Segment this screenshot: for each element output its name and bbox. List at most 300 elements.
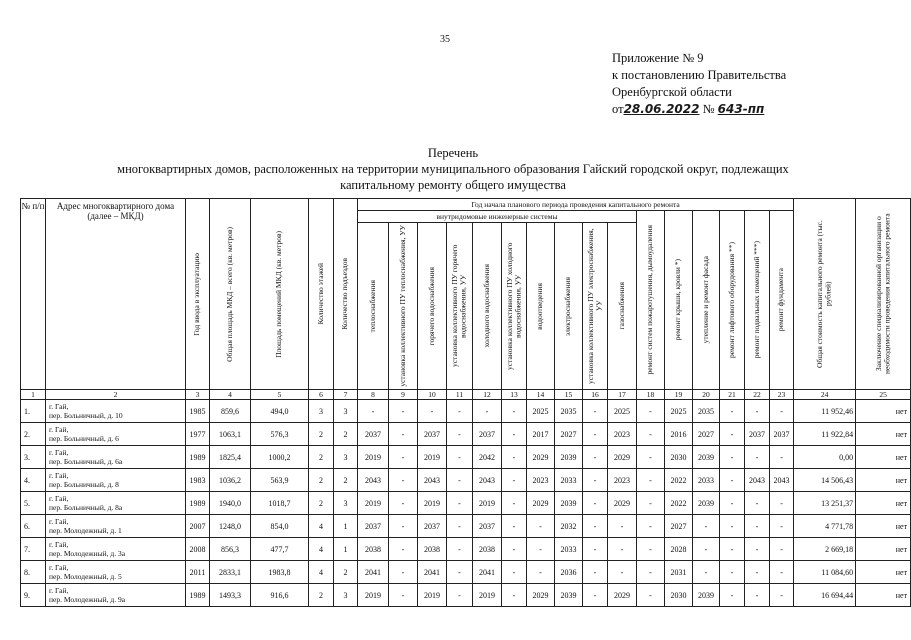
header-electric-text: электроснабжения bbox=[563, 276, 573, 336]
header-pu-heat-text: установка коллективного ПУ теплоснабжения, УУ bbox=[397, 225, 407, 387]
cell-c22: - bbox=[745, 446, 770, 469]
header-conclusion bbox=[856, 199, 911, 390]
cell-c20: 2039 bbox=[693, 584, 720, 607]
header-year bbox=[186, 199, 210, 390]
cell-c13: - bbox=[502, 469, 527, 492]
column-number: 18 bbox=[637, 390, 665, 400]
title-line-1: Перечень bbox=[427, 146, 479, 160]
table-row bbox=[21, 469, 911, 492]
cell-c17: 2023 bbox=[608, 423, 637, 446]
header-floors bbox=[309, 199, 334, 390]
column-number: 8 bbox=[358, 390, 389, 400]
cell-c10: 2019 bbox=[418, 584, 447, 607]
header-cold-water bbox=[473, 223, 502, 390]
cell-c9: - bbox=[389, 423, 418, 446]
header-cost bbox=[794, 199, 856, 390]
header-premises-area-text: Площадь помещений МКД (кв. метров) bbox=[274, 230, 284, 358]
row-index: 4. bbox=[21, 469, 46, 492]
cell-c10: 2043 bbox=[418, 469, 447, 492]
row-index: 1. bbox=[21, 400, 46, 423]
cell-c11: - bbox=[447, 561, 473, 584]
cell-c19: 2016 bbox=[665, 423, 693, 446]
column-number: 2 bbox=[46, 390, 186, 400]
cell-c14: - bbox=[527, 538, 555, 561]
cell-c12: 2037 bbox=[473, 515, 502, 538]
address-cell bbox=[46, 423, 186, 446]
cell-entr: 3 bbox=[334, 400, 358, 423]
conclusion-cell: нет bbox=[856, 400, 911, 423]
address-street: пер. Молодежный, д. 1 bbox=[49, 526, 122, 535]
row-index: 9. bbox=[21, 584, 46, 607]
cell-c16: - bbox=[583, 400, 608, 423]
header-electric bbox=[555, 223, 583, 390]
address-cell bbox=[46, 561, 186, 584]
cell-total: 2833,1 bbox=[210, 561, 251, 584]
cell-c14: 2029 bbox=[527, 446, 555, 469]
cost-cell: 14 506,43 bbox=[794, 469, 856, 492]
cost-cell: 16 694,44 bbox=[794, 584, 856, 607]
cell-c9: - bbox=[389, 515, 418, 538]
cell-c9: - bbox=[389, 492, 418, 515]
cell-c20: - bbox=[693, 538, 720, 561]
cell-c12: 2043 bbox=[473, 469, 502, 492]
cell-year: 2007 bbox=[186, 515, 210, 538]
header-total-area bbox=[210, 199, 251, 390]
address-city: г. Гай, bbox=[49, 402, 69, 411]
address-street: пер. Молодежный, д. 5 bbox=[49, 572, 122, 581]
cell-entr: 1 bbox=[334, 515, 358, 538]
cell-c15: 2036 bbox=[555, 561, 583, 584]
title-line-2: многоквартирных домов, расположенных на территории муниципального образования Гайский городской округ, подлежащих bbox=[117, 162, 789, 176]
header-cold-water-text: холодного водоснабжения bbox=[481, 264, 491, 348]
address-street: пер. Больничный, д. 8а bbox=[49, 503, 123, 512]
cell-c20: 2039 bbox=[693, 492, 720, 515]
header-facade-text: утепление и ремонт фасада bbox=[700, 256, 710, 344]
cell-c19: 2030 bbox=[665, 446, 693, 469]
cell-c14: - bbox=[527, 561, 555, 584]
cell-premises: 916,6 bbox=[251, 584, 309, 607]
header-plan-period: Год начала планового периода проведения капитального ремонта bbox=[358, 199, 794, 211]
cell-c10: 2041 bbox=[418, 561, 447, 584]
cell-c13: - bbox=[502, 446, 527, 469]
cell-c19: 2022 bbox=[665, 469, 693, 492]
cell-c16: - bbox=[583, 446, 608, 469]
cell-c15: 2033 bbox=[555, 538, 583, 561]
header-basement-text: ремонт подвальных помещений ***) bbox=[751, 241, 761, 359]
cell-c10: 2019 bbox=[418, 446, 447, 469]
cell-c10: 2037 bbox=[418, 423, 447, 446]
header-total-area-text: Общая площадь МКД – всего (кв. метров) bbox=[224, 226, 234, 362]
cell-c9: - bbox=[389, 584, 418, 607]
address-city: г. Гай, bbox=[49, 540, 69, 549]
header-pu-hot-text: установка коллективного ПУ горячего водоснабжения, УУ bbox=[450, 244, 468, 368]
address-cell bbox=[46, 469, 186, 492]
cell-year: 1985 bbox=[186, 400, 210, 423]
header-hot-water-text: горячего водоснабжения bbox=[426, 266, 436, 346]
address-cell bbox=[46, 538, 186, 561]
appendix-line-2: к постановлению Правительства bbox=[612, 68, 787, 82]
header-pu-heat bbox=[389, 223, 418, 390]
cell-c9: - bbox=[389, 400, 418, 423]
cell-c16: - bbox=[583, 561, 608, 584]
header-num: № п/п bbox=[21, 199, 46, 390]
cell-year: 2011 bbox=[186, 561, 210, 584]
column-number: 11 bbox=[447, 390, 473, 400]
header-sewer-text: водоотведения bbox=[535, 282, 545, 330]
conclusion-cell: нет bbox=[856, 492, 911, 515]
table-row bbox=[21, 515, 911, 538]
cell-floors: 2 bbox=[309, 469, 334, 492]
column-number: 5 bbox=[251, 390, 309, 400]
cell-floors: 3 bbox=[309, 400, 334, 423]
cell-c9: - bbox=[389, 561, 418, 584]
column-number: 10 bbox=[418, 390, 447, 400]
cell-c21: - bbox=[720, 515, 745, 538]
header-foundation-text: ремонт фундамента bbox=[776, 268, 786, 332]
header-basement bbox=[745, 211, 770, 390]
header-gas bbox=[608, 223, 637, 390]
column-number: 24 bbox=[794, 390, 856, 400]
cost-cell: 0,00 bbox=[794, 446, 856, 469]
number-prefix: № bbox=[702, 102, 715, 116]
cell-c14: 2023 bbox=[527, 469, 555, 492]
header-pu-hot bbox=[447, 223, 473, 390]
cell-entr: 2 bbox=[334, 561, 358, 584]
table-row bbox=[21, 538, 911, 561]
cell-c10: 2019 bbox=[418, 492, 447, 515]
cell-c21: - bbox=[720, 423, 745, 446]
cell-c12: 2038 bbox=[473, 538, 502, 561]
cell-c9: - bbox=[389, 446, 418, 469]
cell-c23: 2037 bbox=[770, 423, 794, 446]
column-number: 1 bbox=[21, 390, 46, 400]
cell-total: 1825,4 bbox=[210, 446, 251, 469]
cell-c8: 2019 bbox=[358, 584, 389, 607]
address-city: г. Гай, bbox=[49, 494, 69, 503]
column-number: 14 bbox=[527, 390, 555, 400]
header-facade bbox=[693, 211, 720, 390]
cell-c23: - bbox=[770, 584, 794, 607]
cell-c18: - bbox=[637, 515, 665, 538]
cell-premises: 1018,7 bbox=[251, 492, 309, 515]
cell-entr: 3 bbox=[334, 584, 358, 607]
cell-entr: 3 bbox=[334, 446, 358, 469]
cell-c21: - bbox=[720, 584, 745, 607]
table-row bbox=[21, 446, 911, 469]
header-year-text: Год ввода в эксплуатацию bbox=[192, 252, 202, 336]
cost-cell: 13 251,37 bbox=[794, 492, 856, 515]
address-cell bbox=[46, 400, 186, 423]
cell-c19: 2027 bbox=[665, 515, 693, 538]
cell-year: 2008 bbox=[186, 538, 210, 561]
cell-c10: - bbox=[418, 400, 447, 423]
cell-c8: 2043 bbox=[358, 469, 389, 492]
cell-premises: 576,3 bbox=[251, 423, 309, 446]
cell-c14: - bbox=[527, 515, 555, 538]
row-index: 7. bbox=[21, 538, 46, 561]
cell-c23: - bbox=[770, 515, 794, 538]
handwritten-date: 28.06.2022 bbox=[623, 102, 700, 116]
header-address: Адрес многоквартирного дома (далее – МКД) bbox=[46, 199, 186, 390]
page-number: 35 bbox=[440, 34, 450, 45]
cell-floors: 2 bbox=[309, 423, 334, 446]
conclusion-cell: нет bbox=[856, 561, 911, 584]
cell-c13: - bbox=[502, 515, 527, 538]
cell-c14: 2029 bbox=[527, 584, 555, 607]
row-index: 5. bbox=[21, 492, 46, 515]
cell-c18: - bbox=[637, 492, 665, 515]
address-city: г. Гай, bbox=[49, 425, 69, 434]
header-cost-text: Общая стоимость капитального ремонта (тыс. рублей) bbox=[815, 220, 833, 368]
cost-cell: 11 952,46 bbox=[794, 400, 856, 423]
cell-year: 1989 bbox=[186, 446, 210, 469]
column-number: 25 bbox=[856, 390, 911, 400]
cell-year: 1977 bbox=[186, 423, 210, 446]
column-number: 15 bbox=[555, 390, 583, 400]
address-street: пер. Молодежный, д. 3а bbox=[49, 549, 126, 558]
cell-c16: - bbox=[583, 469, 608, 492]
cell-c22: - bbox=[745, 492, 770, 515]
header-fire-text: ремонт систем пожаротушения, дымоудаления bbox=[645, 225, 655, 375]
cell-c13: - bbox=[502, 423, 527, 446]
column-number: 23 bbox=[770, 390, 794, 400]
header-pu-cold-text: установка коллективного ПУ холодного водоснабжения, УУ bbox=[504, 242, 522, 370]
cell-c15: 2027 bbox=[555, 423, 583, 446]
header-pu-electric bbox=[583, 223, 608, 390]
cell-c23: - bbox=[770, 492, 794, 515]
header-gas-text: газоснабжения bbox=[616, 282, 626, 330]
cell-c20: 2039 bbox=[693, 446, 720, 469]
address-cell bbox=[46, 446, 186, 469]
header-entrances bbox=[334, 199, 358, 390]
cell-c15: 2039 bbox=[555, 492, 583, 515]
cell-c18: - bbox=[637, 400, 665, 423]
header-hot-water bbox=[418, 223, 447, 390]
conclusion-cell: нет bbox=[856, 515, 911, 538]
cell-c15: 2039 bbox=[555, 584, 583, 607]
column-number-row bbox=[21, 390, 911, 400]
cell-c11: - bbox=[447, 492, 473, 515]
column-number: 4 bbox=[210, 390, 251, 400]
cell-c15: 2035 bbox=[555, 400, 583, 423]
cell-floors: 4 bbox=[309, 538, 334, 561]
cell-c23: - bbox=[770, 538, 794, 561]
cell-c18: - bbox=[637, 469, 665, 492]
cell-total: 1063,1 bbox=[210, 423, 251, 446]
cell-floors: 4 bbox=[309, 561, 334, 584]
cell-c16: - bbox=[583, 492, 608, 515]
table-body bbox=[21, 390, 911, 607]
table-row bbox=[21, 400, 911, 423]
cell-c8: 2019 bbox=[358, 446, 389, 469]
cell-c18: - bbox=[637, 584, 665, 607]
cell-c19: 2022 bbox=[665, 492, 693, 515]
cell-entr: 2 bbox=[334, 469, 358, 492]
address-street: пер. Больничный, д. 6 bbox=[49, 434, 119, 443]
cell-c8: 2037 bbox=[358, 515, 389, 538]
table-row bbox=[21, 584, 911, 607]
cell-c13: - bbox=[502, 538, 527, 561]
appendix-block bbox=[612, 50, 892, 118]
cost-cell: 11 084,60 bbox=[794, 561, 856, 584]
header-pu-electric-text: установка коллективного ПУ электроснабжения, УУ bbox=[585, 228, 603, 384]
cell-c21: - bbox=[720, 561, 745, 584]
cell-c11: - bbox=[447, 423, 473, 446]
cell-c17: 2029 bbox=[608, 446, 637, 469]
appendix-line-4 bbox=[612, 101, 892, 118]
cell-c18: - bbox=[637, 423, 665, 446]
cell-c11: - bbox=[447, 400, 473, 423]
cell-c19: 2028 bbox=[665, 538, 693, 561]
column-number: 22 bbox=[745, 390, 770, 400]
cell-c22: - bbox=[745, 561, 770, 584]
cell-c8: 2037 bbox=[358, 423, 389, 446]
cell-c12: 2042 bbox=[473, 446, 502, 469]
conclusion-cell: нет bbox=[856, 469, 911, 492]
cell-c23: 2043 bbox=[770, 469, 794, 492]
cell-c10: 2038 bbox=[418, 538, 447, 561]
cell-c12: 2019 bbox=[473, 492, 502, 515]
cell-premises: 477,7 bbox=[251, 538, 309, 561]
cell-c12: 2041 bbox=[473, 561, 502, 584]
cell-c16: - bbox=[583, 515, 608, 538]
conclusion-cell: нет bbox=[856, 538, 911, 561]
cell-c15: 2033 bbox=[555, 469, 583, 492]
title-line-3: капитальному ремонту общего имущества bbox=[340, 178, 566, 192]
cell-c11: - bbox=[447, 584, 473, 607]
cell-total: 856,3 bbox=[210, 538, 251, 561]
cell-c9: - bbox=[389, 469, 418, 492]
row-index: 3. bbox=[21, 446, 46, 469]
cell-c17: 2029 bbox=[608, 492, 637, 515]
column-number: 13 bbox=[502, 390, 527, 400]
address-cell bbox=[46, 515, 186, 538]
cell-floors: 2 bbox=[309, 584, 334, 607]
address-street: пер. Больничный, д. 10 bbox=[49, 411, 123, 420]
cell-c20: - bbox=[693, 561, 720, 584]
cell-c17: 2023 bbox=[608, 469, 637, 492]
header-pu-cold bbox=[502, 223, 527, 390]
cell-c13: - bbox=[502, 492, 527, 515]
cell-c13: - bbox=[502, 400, 527, 423]
cell-total: 1248,0 bbox=[210, 515, 251, 538]
cell-c15: 2039 bbox=[555, 446, 583, 469]
cell-c16: - bbox=[583, 584, 608, 607]
cell-c22: - bbox=[745, 584, 770, 607]
cell-c17: - bbox=[608, 561, 637, 584]
cell-c20: 2033 bbox=[693, 469, 720, 492]
column-number: 7 bbox=[334, 390, 358, 400]
cost-cell: 2 669,18 bbox=[794, 538, 856, 561]
cell-c18: - bbox=[637, 561, 665, 584]
cell-c20: 2027 bbox=[693, 423, 720, 446]
cell-total: 1036,2 bbox=[210, 469, 251, 492]
cell-c21: - bbox=[720, 538, 745, 561]
row-index: 2. bbox=[21, 423, 46, 446]
cell-c17: 2025 bbox=[608, 400, 637, 423]
cell-c11: - bbox=[447, 515, 473, 538]
cell-c19: 2025 bbox=[665, 400, 693, 423]
cell-year: 1989 bbox=[186, 492, 210, 515]
address-street: пер. Больничный, д. 8 bbox=[49, 480, 119, 489]
column-number: 12 bbox=[473, 390, 502, 400]
header-fire bbox=[637, 211, 665, 390]
cell-year: 1983 bbox=[186, 469, 210, 492]
address-street: пер. Молодежный, д. 9а bbox=[49, 595, 126, 604]
header-conclusion-text: Заключение специализированной организации о необходимости проведения капитального ремонта bbox=[873, 213, 892, 375]
cell-c22: - bbox=[745, 515, 770, 538]
cell-c13: - bbox=[502, 584, 527, 607]
cell-c12: 2037 bbox=[473, 423, 502, 446]
cell-c8: - bbox=[358, 400, 389, 423]
cell-entr: 2 bbox=[334, 423, 358, 446]
cell-c11: - bbox=[447, 469, 473, 492]
header-premises-area bbox=[251, 199, 309, 390]
handwritten-number: 643-пп bbox=[717, 102, 765, 116]
cell-c21: - bbox=[720, 400, 745, 423]
address-city: г. Гай, bbox=[49, 563, 69, 572]
cell-c22: - bbox=[745, 538, 770, 561]
cell-total: 1940,0 bbox=[210, 492, 251, 515]
cell-c19: 2031 bbox=[665, 561, 693, 584]
header-roof bbox=[665, 211, 693, 390]
cell-c8: 2038 bbox=[358, 538, 389, 561]
cell-c21: - bbox=[720, 469, 745, 492]
table-row bbox=[21, 561, 911, 584]
cell-c21: - bbox=[720, 492, 745, 515]
header-entrances-text: Количество подъездов bbox=[340, 258, 350, 330]
column-number: 21 bbox=[720, 390, 745, 400]
address-city: г. Гай, bbox=[49, 448, 69, 457]
column-number: 16 bbox=[583, 390, 608, 400]
row-index: 8. bbox=[21, 561, 46, 584]
address-city: г. Гай, bbox=[49, 471, 69, 480]
cell-c14: 2029 bbox=[527, 492, 555, 515]
cell-floors: 2 bbox=[309, 492, 334, 515]
cell-c14: 2017 bbox=[527, 423, 555, 446]
address-cell bbox=[46, 492, 186, 515]
cell-year: 1989 bbox=[186, 584, 210, 607]
cell-c8: 2041 bbox=[358, 561, 389, 584]
column-number: 9 bbox=[389, 390, 418, 400]
cell-c8: 2019 bbox=[358, 492, 389, 515]
date-prefix: от bbox=[612, 102, 624, 116]
cell-c9: - bbox=[389, 538, 418, 561]
header-elevator-text: ремонт лифтового оборудования **) bbox=[726, 242, 736, 358]
cell-floors: 4 bbox=[309, 515, 334, 538]
cell-c16: - bbox=[583, 423, 608, 446]
header-roof-text: ремонт крыши, кровли *) bbox=[673, 259, 683, 341]
table-row bbox=[21, 492, 911, 515]
cell-total: 859,6 bbox=[210, 400, 251, 423]
header-heat-text: теплоснабжения bbox=[367, 279, 377, 333]
cell-c20: 2035 bbox=[693, 400, 720, 423]
cell-premises: 854,0 bbox=[251, 515, 309, 538]
cost-cell: 4 771,78 bbox=[794, 515, 856, 538]
cell-c17: - bbox=[608, 538, 637, 561]
houses-table bbox=[20, 198, 911, 607]
address-city: г. Гай, bbox=[49, 517, 69, 526]
header-engineering: внутридомовые инженерные системы bbox=[358, 211, 637, 223]
header-heat bbox=[358, 223, 389, 390]
column-number: 3 bbox=[186, 390, 210, 400]
header-elevator bbox=[720, 211, 745, 390]
cell-c22: 2043 bbox=[745, 469, 770, 492]
cell-c11: - bbox=[447, 446, 473, 469]
cell-c22: - bbox=[745, 400, 770, 423]
document-title bbox=[20, 145, 886, 193]
cell-c18: - bbox=[637, 446, 665, 469]
